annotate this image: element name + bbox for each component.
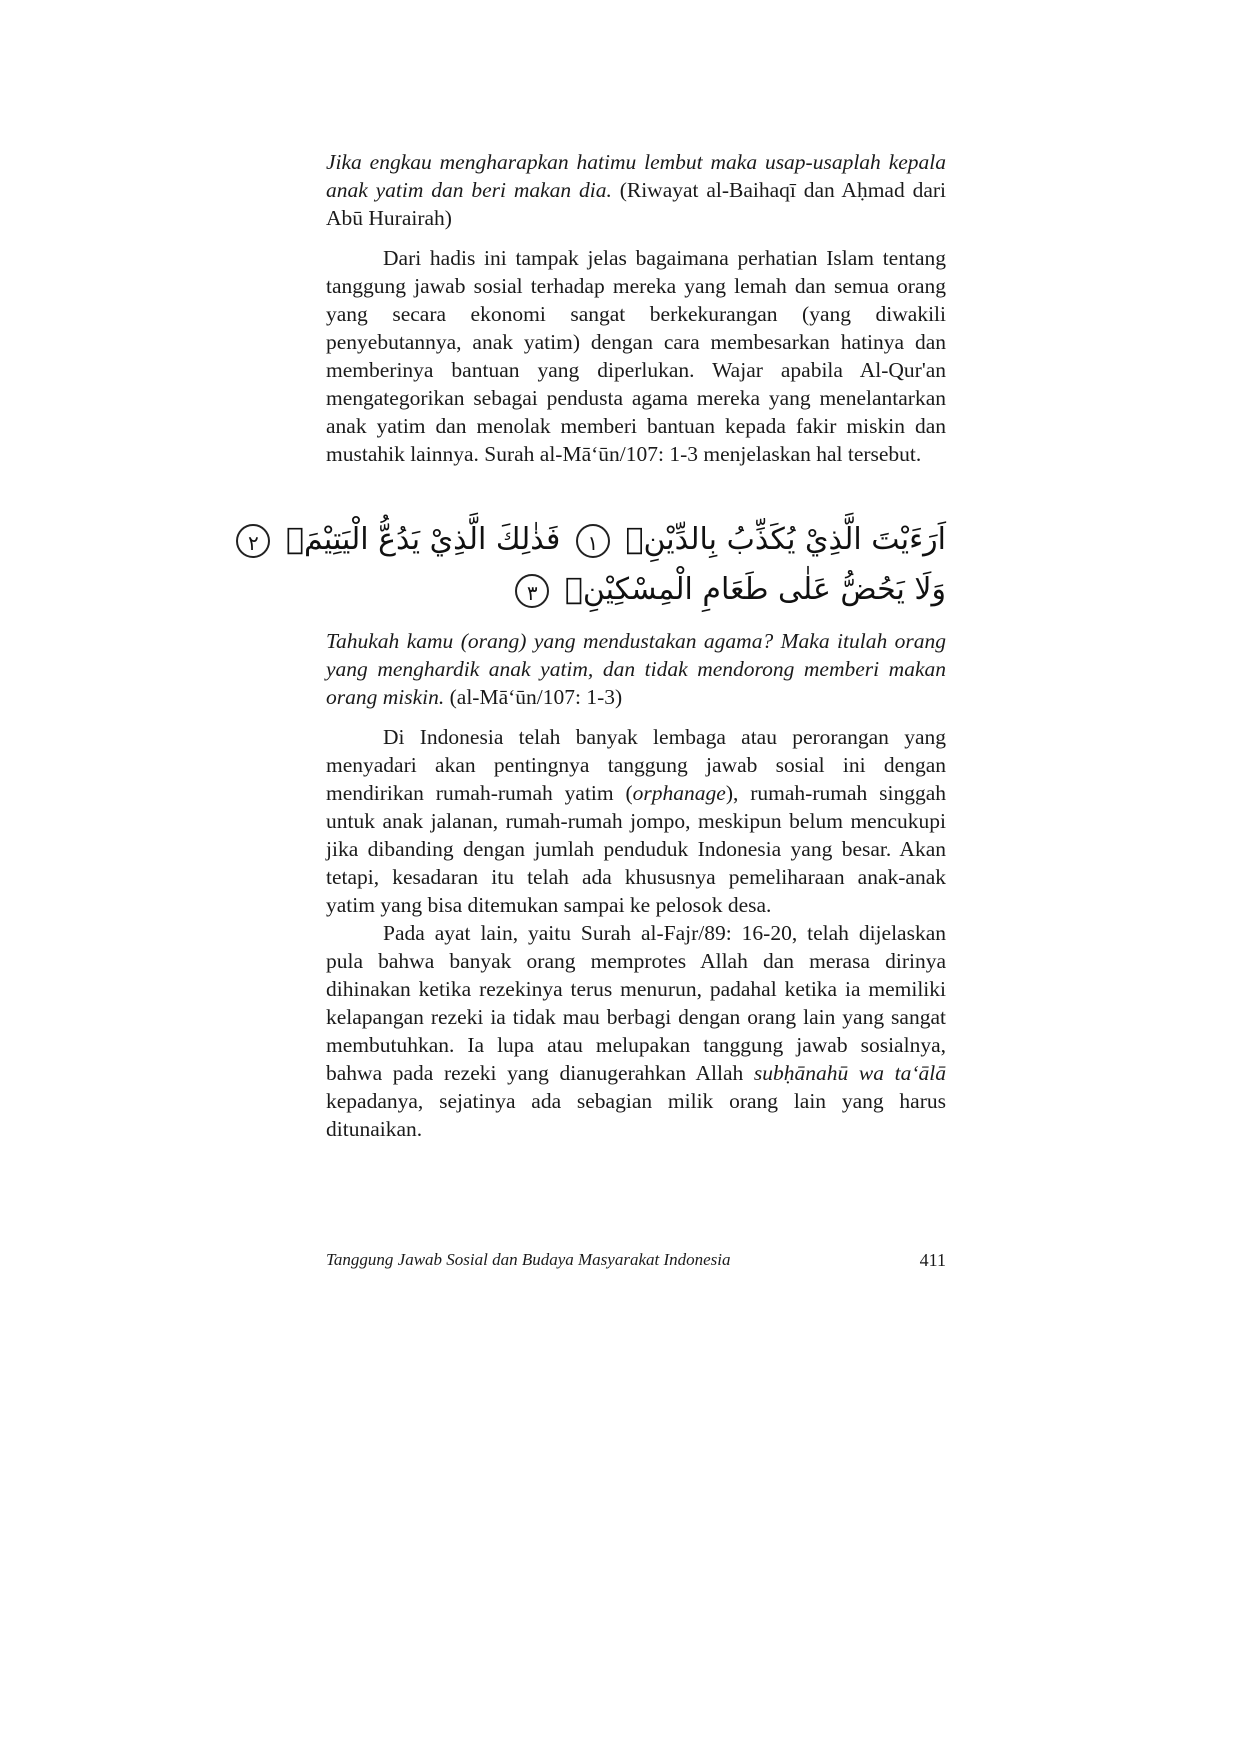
explanation-paragraph: Dari hadis ini tampak jelas bagaimana perhatian Islam tentang tanggung jawab sosial terhadap mereka yang lemah dan semua orang yang secara ekonomi sangat berkekurangan (yang diwakili penyebutannya, anak yatim) dengan cara membesarkan hatinya dan memberinya bantuan yang diperlukan. Wajar apabila Al-Qur'an mengategorikan sebagai pendusta agama mereka yang menelantarkan anak yatim dan menolak memberi bantuan kepada fakir miskin dan mustahik lainnya. Surah al-Mā‘ūn/107: 1-3 menjelaskan hal tersebut. xyxy=(326,246,946,466)
running-footer-title: Tanggung Jawab Sosial dan Budaya Masyarakat Indonesia xyxy=(326,1250,731,1269)
verse-reference: (al-Mā‘ūn/107: 1-3) xyxy=(444,685,623,709)
indonesia-text-after: ), rumah-rumah singgah untuk anak jalanan, rumah-rumah jompo, meskipun belum mencukupi jika dibanding dengan jumlah penduduk Indonesia yang besar. Akan tetapi, kesadaran itu telah ada khususnya pemeliharaan anak-anak yatim yang bisa ditemukan sampai ke pelosok desa. xyxy=(326,781,946,917)
verse-1-marker: ١ xyxy=(576,524,610,558)
page-footer xyxy=(326,1250,946,1271)
quran-verses-arabic xyxy=(248,514,946,614)
verse-1-text: اَرَءَيْتَ الَّذِيْ يُكَذِّبُ بِالدِّيْنِۗ xyxy=(625,522,946,557)
indonesia-paragraph xyxy=(326,723,946,919)
page-number: 411 xyxy=(919,1250,946,1270)
upper-text-block xyxy=(326,148,946,468)
subhanahu-term: subḥānahū wa ta‘ālā xyxy=(753,1061,946,1085)
verse-3-text: وَلَا يَحُضُّ عَلٰى طَعَامِ الْمِسْكِيْنِۗ xyxy=(564,572,946,607)
verse-3-marker: ٣ xyxy=(515,574,549,608)
verse-2-marker: ٢ xyxy=(236,524,270,558)
lower-text-block xyxy=(326,627,946,1143)
indonesia-text-before: Di Indonesia telah banyak lembaga atau perorangan yang menyadari akan pentingnya tanggung jawab sosial ini dengan mendirikan rumah-rumah yatim ( xyxy=(326,725,946,805)
hadith-translation: Jika engkau mengharapkan hatimu lembut maka usap-usaplah kepala anak yatim dan beri makan dia. xyxy=(326,150,946,202)
arabic-line-2 xyxy=(509,572,946,608)
al-fajr-text-before: Pada ayat lain, yaitu Surah al-Fajr/89: 16-20, telah dijelaskan pula bahwa banyak orang memprotes Allah dan merasa dirinya dihinakan ketika rezekinya terus menurun, padahal ketika ia memiliki kelapangan rezeki ia tidak mau berbagi dengan orang lain yang sangat membutuhkan. Ia lupa atau melupakan tanggung jawab sosialnya, bahwa pada rezeki yang dianugerahkan Allah xyxy=(326,921,946,1085)
verse-2-text: فَذٰلِكَ الَّذِيْ يَدُعُّ الْيَتِيْمَۙ xyxy=(285,522,561,557)
hadith-translation-paragraph xyxy=(326,148,946,232)
al-fajr-text-after: kepadanya, sejatinya ada sebagian milik orang lain yang harus ditunaikan. xyxy=(326,1089,946,1141)
hadith-source: (Riwayat al-Baihaqī dan Aḥmad dari Abū Hurairah) xyxy=(326,178,946,230)
arabic-line-1 xyxy=(230,522,946,558)
verse-translation-paragraph xyxy=(326,627,946,711)
verse-translation: Tahukah kamu (orang) yang mendustakan agama? Maka itulah orang yang menghardik anak yatim, dan tidak mendorong memberi makan orang miskin. xyxy=(326,629,946,709)
al-fajr-paragraph xyxy=(326,919,946,1143)
orphanage-term: orphanage xyxy=(632,781,726,805)
